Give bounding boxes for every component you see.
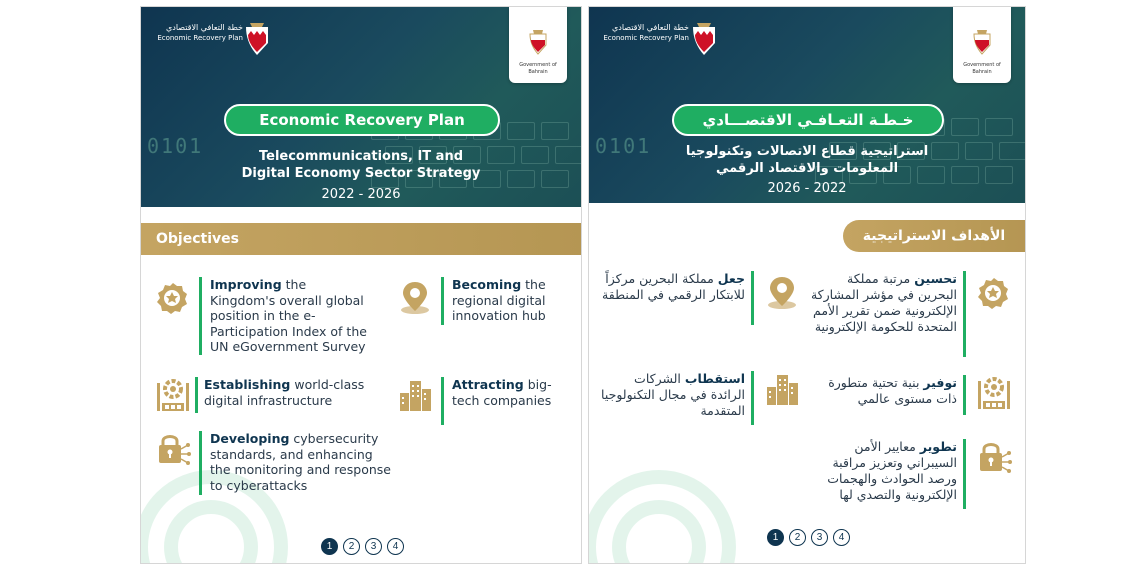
objective-becoming: [599, 271, 805, 325]
location-pin-icon: [397, 280, 433, 316]
bahrain-crest-icon: [242, 21, 272, 57]
objective-improving: [155, 277, 375, 355]
gov-label: Government of Bahrain: [963, 62, 1001, 75]
objective-text: [210, 277, 375, 355]
buildings-icon: [764, 371, 800, 407]
green-accent-bar: [963, 375, 966, 415]
brand-arabic-text: خطة التعافي الاقتصادي: [612, 23, 689, 32]
brand-english-text: Economic Recovery Plan: [157, 34, 243, 42]
gear-network-icon: [976, 375, 1012, 411]
subtitle: [589, 143, 1025, 177]
objective-keyword: جعل: [717, 271, 745, 286]
objective-developing: [155, 431, 395, 495]
government-logo-box: [953, 7, 1011, 83]
green-accent-bar: [963, 271, 966, 357]
green-accent-bar: [441, 377, 444, 425]
objective-description: الشركات الرائدة في مجال التكنولوجيا المتقدمة: [601, 371, 745, 418]
page-dot-4[interactable]: 4: [387, 538, 404, 555]
objective-becoming: [397, 277, 577, 325]
green-accent-bar: [195, 377, 198, 413]
pagination: [321, 538, 404, 555]
objective-description: مرتبة مملكة البحرين في مؤشر المشاركة الإلكترونية ضمن تقرير الأمم المتحدة للحكومة الإلكترونية: [810, 271, 957, 334]
objective-description: معايير الأمن السيبراني وتعزيز مراقبة ورصد الحوادث والهجمات الإلكترونية والتصدي لها: [827, 439, 957, 502]
green-accent-bar: [199, 277, 202, 355]
objective-keyword: استقطاب: [684, 371, 745, 386]
subtitle-line-1: استراتيجية قطاع الاتصالات وتكنولوجيا: [685, 144, 929, 159]
objective-text: [452, 277, 577, 324]
page-dot-1[interactable]: 1: [767, 529, 784, 546]
brand-english-text: Economic Recovery Plan: [603, 34, 689, 42]
objective-attracting: [397, 377, 577, 425]
binary-decoration: 0101: [147, 134, 204, 158]
subtitle: [141, 148, 581, 182]
objective-keyword: Becoming: [452, 277, 522, 292]
subtitle-line-1: Telecommunications, IT and: [258, 149, 464, 164]
green-accent-bar: [441, 277, 444, 325]
objective-description: بنية تحتية متطورة ذات مستوى عالمي: [828, 375, 957, 406]
lock-network-icon: [155, 431, 191, 467]
award-star-icon: [155, 280, 191, 316]
objective-description: cybersecurity standards, and enhancing the monitoring and response to cyberattacks: [210, 431, 391, 493]
page-dot-2[interactable]: 2: [343, 538, 360, 555]
objective-description: world-class digital infrastructure: [204, 377, 365, 408]
hero-banner: [141, 7, 581, 207]
objective-text: [811, 439, 957, 503]
objectives-band: الأهداف الاستراتيجية: [843, 220, 1025, 252]
english-slide: [140, 6, 582, 564]
objective-keyword: Developing: [210, 431, 290, 446]
year-range: 2022 - 2026: [321, 187, 401, 202]
pagination: [767, 529, 850, 546]
objective-text: [811, 375, 957, 407]
subtitle-line-2: Digital Economy Sector Strategy: [241, 166, 481, 181]
gear-network-icon: [155, 377, 191, 413]
objectives-band: Objectives: [141, 223, 582, 255]
objective-improving: [811, 271, 1017, 357]
lock-network-icon: [976, 439, 1012, 475]
brand-lockup: [603, 23, 689, 43]
objective-text: [204, 377, 385, 408]
objective-text: [811, 271, 957, 335]
title-pill: خـطـة التعـافـي الاقتصـــادي: [672, 104, 944, 136]
objective-keyword: توفير: [923, 375, 957, 390]
page-dot-4[interactable]: 4: [833, 529, 850, 546]
objective-description: مملكة البحرين مركزاً للابتكار الرقمي في المنطقة: [602, 271, 745, 302]
bahrain-crest-icon: [971, 29, 993, 56]
objective-establishing: [155, 377, 385, 413]
title-pill: Economic Recovery Plan: [224, 104, 500, 136]
page-dot-3[interactable]: 3: [365, 538, 382, 555]
buildings-icon: [397, 377, 433, 413]
page-dot-2[interactable]: 2: [789, 529, 806, 546]
subtitle-line-2: المعلومات والاقتصاد الرقمي: [715, 161, 899, 176]
objective-keyword: Attracting: [452, 377, 524, 392]
green-accent-bar: [199, 431, 202, 495]
location-pin-icon: [764, 275, 800, 311]
objective-text: [210, 431, 395, 493]
brand-arabic-text: خطة التعافي الاقتصادي: [166, 23, 243, 32]
government-logo-box: [509, 7, 567, 83]
bahrain-crest-icon: [527, 29, 549, 56]
objective-developing: [811, 439, 1017, 509]
award-star-icon: [976, 275, 1012, 311]
arabic-slide: [588, 6, 1026, 564]
green-accent-bar: [751, 271, 754, 325]
hero-banner: [589, 7, 1025, 203]
objective-description: the Kingdom's overall global position in the e-Participation Index of the UN eGovernment Survey: [210, 277, 367, 354]
page-dot-1[interactable]: 1: [321, 538, 338, 555]
objective-description: big-tech companies: [452, 377, 552, 408]
gov-label: Government of Bahrain: [519, 62, 557, 75]
green-accent-bar: [751, 371, 754, 425]
green-accent-bar: [963, 439, 966, 509]
objective-keyword: تحسين: [914, 271, 957, 286]
objective-description: the regional digital innovation hub: [452, 277, 546, 323]
objective-text: [599, 371, 745, 419]
objective-text: [599, 271, 745, 303]
objective-keyword: Establishing: [204, 377, 291, 392]
page-dot-3[interactable]: 3: [811, 529, 828, 546]
brand-lockup: [157, 23, 243, 43]
leaf-watermark-icon: [589, 437, 739, 564]
objective-establishing: [811, 375, 1017, 415]
year-range: 2026 - 2022: [767, 181, 847, 196]
binary-decoration: 0101: [595, 134, 652, 158]
objective-keyword: Improving: [210, 277, 282, 292]
objective-text: [452, 377, 577, 408]
objective-attracting: [599, 371, 805, 425]
bahrain-crest-icon: [689, 21, 719, 57]
objective-keyword: تطوير: [919, 439, 957, 454]
